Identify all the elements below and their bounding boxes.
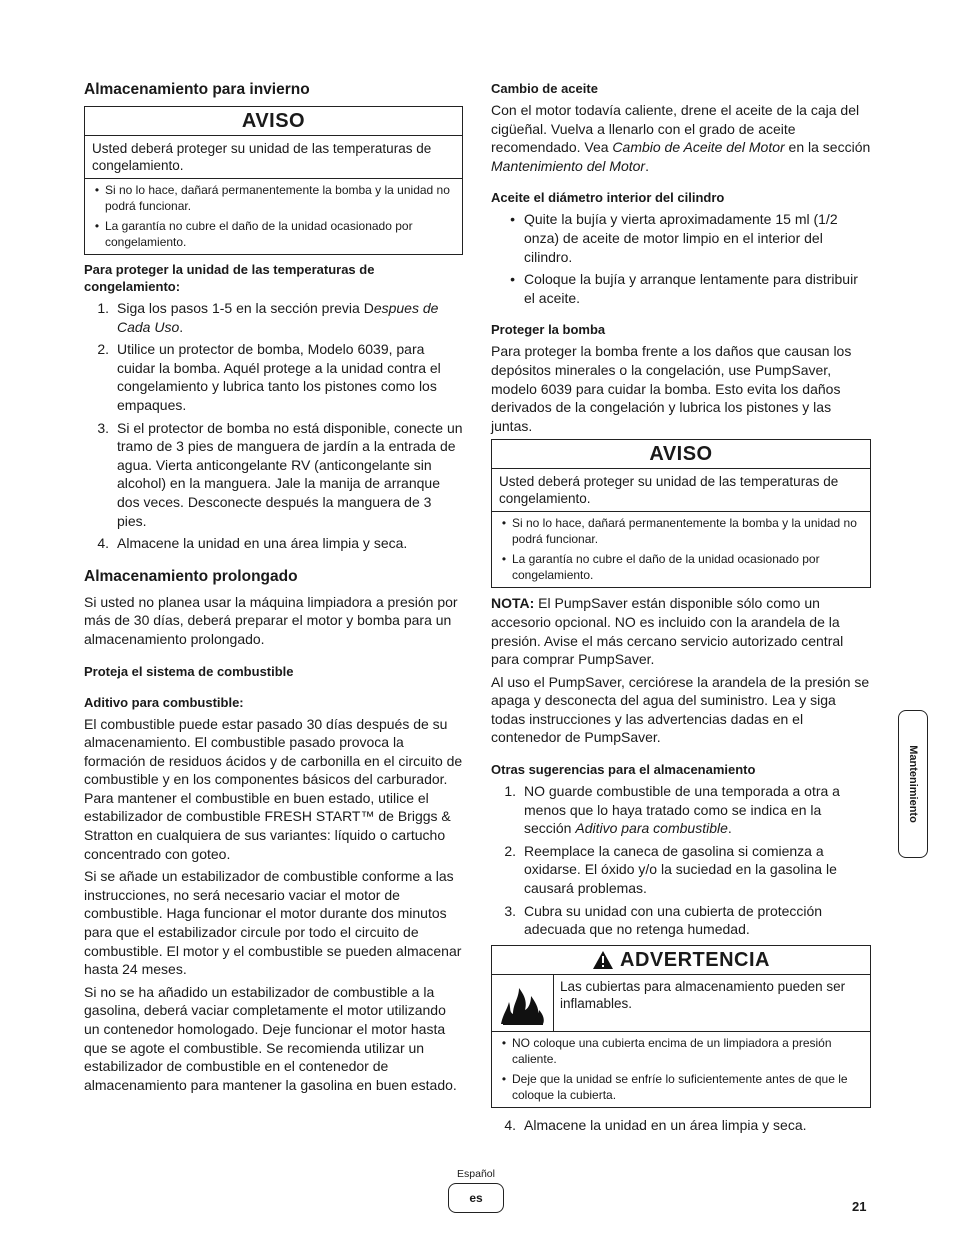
notice-bullet: • La garantía no cubre el daño de la unidad ocasionado por congelamiento. xyxy=(94,219,413,249)
additive-paragraph-2: Si se añade un estabilizador de combustible conforme a las instrucciones, no será necesario vaciar el motor de combustible. Haga funcionar el motor durante dos minutos para que el estabilizador circule por todo el circuito de combustible. El motor y el combustible se pueden almacenar hasta 24 meses. xyxy=(84,868,462,978)
language-label: Español xyxy=(457,1168,495,1180)
list-item: 3. Si el protector de bomba no está disponible, conecte un tramo de 3 pies de manguera de jardín a la entrada de agua. Vierta anticongelante RV (anticongelante sin alcohol) en la manguera. Jale la manija de arranque dos veces. Desconecte después la manguera de 3 pies. xyxy=(97,419,463,529)
list-item: 3. Cubra su unidad con una cubierta de protección adecuada que no retenga humedad. xyxy=(504,902,823,938)
warning-title-row xyxy=(492,946,870,975)
list-item: 1. Siga los pasos 1-5 en la sección previa Despues de Cada Uso. xyxy=(97,300,439,335)
list-item: • Quite la bujía y vierta aproximadamente 15 ml (1/2 onza) de aceite de motor limpio en el interior del cilindro. xyxy=(510,211,838,265)
fuel-system-heading: Proteja el sistema de combustible xyxy=(84,663,294,679)
right-column xyxy=(491,80,871,1138)
warning-bullets xyxy=(492,1032,870,1107)
protect-pump-text: Para proteger la bomba frente a los daños que causan los depósitos minerales o la congelación, use PumpSaver, modelo 6039 para cuidar la bomba. Esto evita los daños derivados de la congelación y lubrica los pistones y las juntas. xyxy=(491,343,852,434)
left-column xyxy=(84,80,463,1098)
list-item: 4. Almacene la unidad en un área limpia y seca. xyxy=(504,1116,807,1133)
notice-bullet: • La garantía no cubre el daño de la unidad ocasionado por congelamiento. xyxy=(501,552,820,583)
protect-pump-heading: Proteger la bomba xyxy=(491,322,606,338)
oil-change-text: Con el motor todavía caliente, drene el aceite de la caja del cigüeñal. Vuelva a llenarlo con el grado de aceite recomendado. Vea Cambio de Aceite del Motor en la sección Mantenimiento del Motor. xyxy=(491,102,871,174)
protect-freezing-heading: Para proteger la unidad de las temperaturas de congelamiento: xyxy=(84,262,375,294)
additive-paragraph-3: Si no se ha añadido un estabilizador de combustible a la gasolina, deberá vaciar completamente el motor utilizando un contenedor homologado. Deje funcionar el motor hasta que se agote el combustible. Se recomienda utilizar un estabilizador de combustible en el contenedor de almacenamiento para mantener la gasolina en buen estado. xyxy=(84,983,457,1093)
warning-bullet: • NO coloque una cubierta encima de un limpiadora a presión caliente. xyxy=(501,1035,832,1066)
warning-box xyxy=(491,945,871,1108)
list-item: 1. NO guarde combustible de una temporada a otra a menos que lo haya tratado como se indica en la sección Aditivo para combustible. xyxy=(504,783,840,837)
long-storage-text: Si usted no planea usar la máquina limpiadora a presión por más de 30 días, deberá preparar el motor y bomba para un almacenamiento prolongado. xyxy=(84,593,458,647)
list-item: 2. Reemplace la caneca de gasolina si comienza a oxidarse. El óxido y/o la suciedad en la gasolina le causará problemas. xyxy=(504,842,837,897)
list-item: • Coloque la bujía y arranque lentamente para distribuir el aceite. xyxy=(510,271,858,306)
notice-title: AVISO xyxy=(85,107,462,136)
oil-change-heading: Cambio de aceite xyxy=(491,81,598,96)
other-steps-list xyxy=(491,782,871,939)
other-steps-list-continued xyxy=(491,1116,871,1135)
warning-bullet: • Deje que la unidad se enfríe lo suficientemente antes de que le coloque la cubierta. xyxy=(501,1071,848,1102)
warning-content-row xyxy=(492,975,870,1032)
list-item: 4. Almacene la unidad en una área limpia y seca. xyxy=(97,535,408,552)
additive-paragraph-1: El combustible puede estar pasado 30 días después de su almacenamiento. El combustible pasado provoca la formación de residuos ácidos y de carbonilla en el circuito de combustible y en los componentes básicos del carburador. Para mantener el combustible en buen estado, utilice el estabilizador de combustible FRESH START™ de Briggs & Stratton en cualquiera de sus variantes: líquido o cartucho concentrado con goteo. xyxy=(84,715,463,862)
notice-bullet: • Si no lo hace, dañará permanentemente la bomba y la unidad no podrá funcionar. xyxy=(501,516,857,547)
notice-bullets xyxy=(492,512,870,587)
notice-body: Usted deberá proteger su unidad de las temperaturas de congelamiento. xyxy=(85,136,462,179)
fuel-additive-heading: Aditivo para combustible: xyxy=(84,694,244,710)
cylinder-heading: Aceite el diámetro interior del cilindro xyxy=(491,190,725,206)
notice-body: Usted deberá proteger su unidad de las temperaturas de congelamiento. xyxy=(492,469,870,512)
note-text: NOTA: El PumpSaver están disponible sólo como un accesorio opcional. NO es incluido con la arandela de la presión. Avise el más cercano servicio autorizado central para comprar PumpSaver. xyxy=(491,595,844,668)
winter-storage-heading: Almacenamiento para invierno xyxy=(84,81,310,98)
fire-icon xyxy=(492,975,554,1031)
section-tab-maintenance xyxy=(898,710,928,858)
other-suggestions-heading: Otras sugerencias para el almacenamiento xyxy=(491,762,756,778)
page-number: 21 xyxy=(852,1199,867,1214)
warning-triangle-icon xyxy=(592,950,614,970)
section-tab-label: Mantenimiento xyxy=(907,745,919,823)
language-badge: es xyxy=(448,1183,504,1213)
warning-body: Las cubiertas para almacenamiento pueden ser inflamables. xyxy=(560,978,846,1011)
list-item: 2. Utilice un protector de bomba, Modelo 6039, para cuidar la bomba. Aquél protege a la unidad contra el congelamiento y lubrica tanto los pistones como los empaques. xyxy=(97,341,441,413)
warning-title: ADVERTENCIA xyxy=(620,948,770,971)
long-storage-heading: Almacenamiento prolongado xyxy=(84,567,298,585)
winter-steps-list xyxy=(84,299,463,553)
notice-title: AVISO xyxy=(492,440,870,469)
pumpsaver-text: Al uso el PumpSaver, cerciórese la arandela de la presión se apaga y desconecta del agua del suministro. Lea y siga todas instrucciones y las advertencias dadas en el contenedor de PumpSaver. xyxy=(491,673,870,746)
notice-box-1 xyxy=(84,106,463,255)
cylinder-bullets xyxy=(491,210,871,307)
notice-bullets xyxy=(85,179,462,254)
notice-bullet: • Si no lo hace, dañará permanentemente la bomba y la unidad no podrá funcionar. xyxy=(94,183,450,213)
notice-box-2 xyxy=(491,439,871,588)
